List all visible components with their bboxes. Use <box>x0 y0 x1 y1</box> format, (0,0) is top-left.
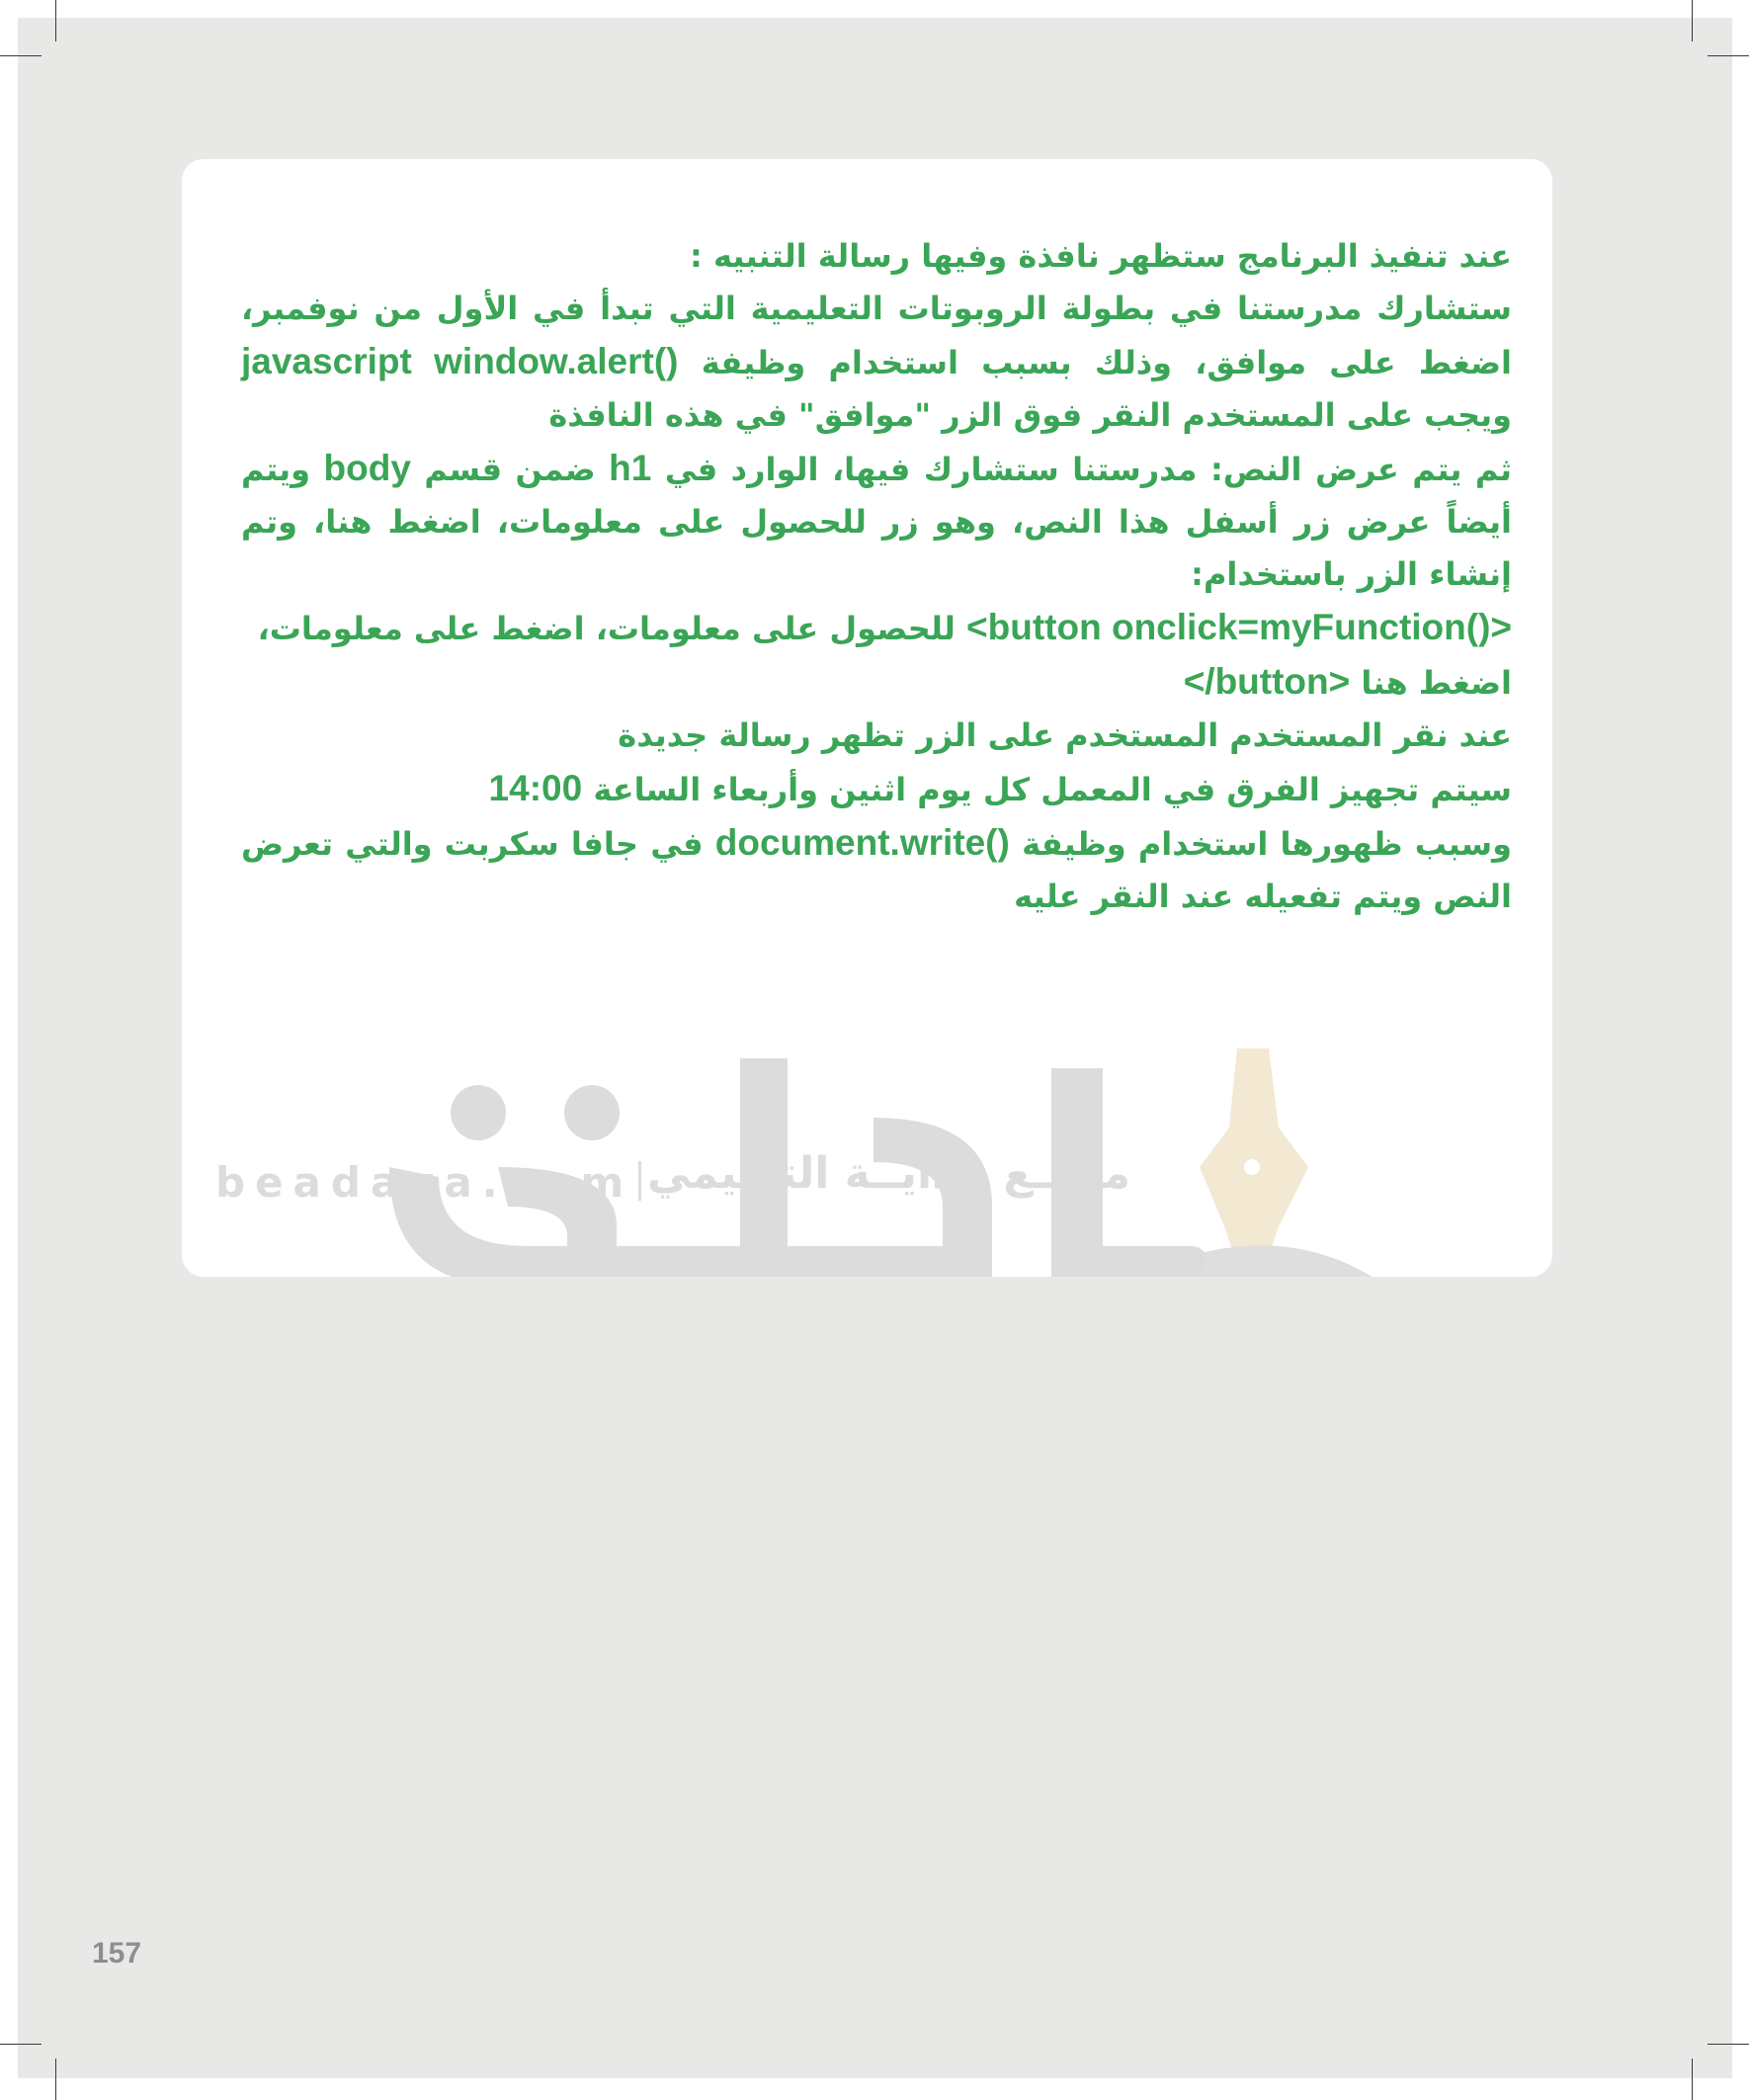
watermark-separator <box>638 1161 641 1201</box>
content-card <box>182 159 1552 1277</box>
code-snippet: h1 <box>609 448 652 488</box>
paragraph-text: سيتم تجهيز الفرق في المعمل كل يوم اثنين وأربعاء الساعة <box>593 771 1512 808</box>
crop-mark <box>55 0 56 42</box>
code-snippet: document.write() <box>714 822 1010 863</box>
paragraph-text: ضمن قسم <box>424 451 596 488</box>
paragraph-text: للحصول على معلومات، اضغط على معلومات، اضغط هنا <box>257 610 1512 702</box>
text-line <box>241 710 1512 762</box>
crop-mark <box>1692 2058 1693 2100</box>
text-paragraph <box>241 816 1512 923</box>
time-value: 14:00 <box>488 768 583 808</box>
watermark-domain: beadaya.com <box>215 1158 634 1207</box>
code-snippet: </button> <box>1183 661 1351 702</box>
watermark-logo-graphic <box>241 871 1437 1277</box>
alert-message-text: ستشارك مدرستنا في بطولة الروبوتات التعليمية التي تبدأ في الأول من نوفمبر، اضغط على موافق، وذلك بسبب استخدام وظيفة <box>241 290 1513 381</box>
code-snippet: body <box>323 448 411 488</box>
page-number: 157 <box>92 1937 142 1970</box>
crop-mark <box>1707 55 1749 56</box>
paragraph-text: عند نقر المستخدم المستخدم على الزر تظهر رسالة جديدة <box>618 716 1512 754</box>
paragraph-text: ثم يتم عرض النص: مدرستنا ستشارك فيها، الوارد في <box>664 451 1512 488</box>
crop-mark <box>55 2058 56 2100</box>
code-snippet: <button onclick=myFunction()> <box>966 607 1512 647</box>
crop-mark <box>1707 2044 1749 2045</box>
alert-intro-text: عند تنفيذ البرنامج ستظهر نافذة وفيها رسالة التنبيه : <box>690 237 1512 275</box>
crop-mark <box>0 2044 42 2045</box>
crop-mark <box>0 55 42 56</box>
text-paragraph <box>241 601 1512 710</box>
text-line <box>241 230 1512 283</box>
text-paragraph <box>241 283 1512 442</box>
watermark-logo <box>241 871 1437 1277</box>
paragraph-text: ويتم أيضاً عرض زر أسفل هذا النص، وهو زر للحصول على معلومات، اضغط هنا، وتم إنشاء الزر باستخدام: <box>241 451 1512 593</box>
watermark-site-name: موقـع بـدايــة التعليمي <box>647 1148 1131 1199</box>
paragraph-text: في جافا سكربت والتي تعرض النص ويتم تفعيله عند النقر عليه <box>241 825 1512 915</box>
paragraph-text: وسبب ظهورها استخدام وظيفة <box>1022 825 1513 863</box>
text-paragraph <box>241 442 1512 601</box>
text-line <box>241 762 1512 816</box>
lesson-text <box>241 230 1512 923</box>
alert-explanation-text: ويجب على المستخدم النقر فوق الزر "موافق" في هذه النافذة <box>548 396 1512 434</box>
crop-mark <box>1692 0 1693 42</box>
code-snippet: javascript window.alert() <box>241 341 679 381</box>
